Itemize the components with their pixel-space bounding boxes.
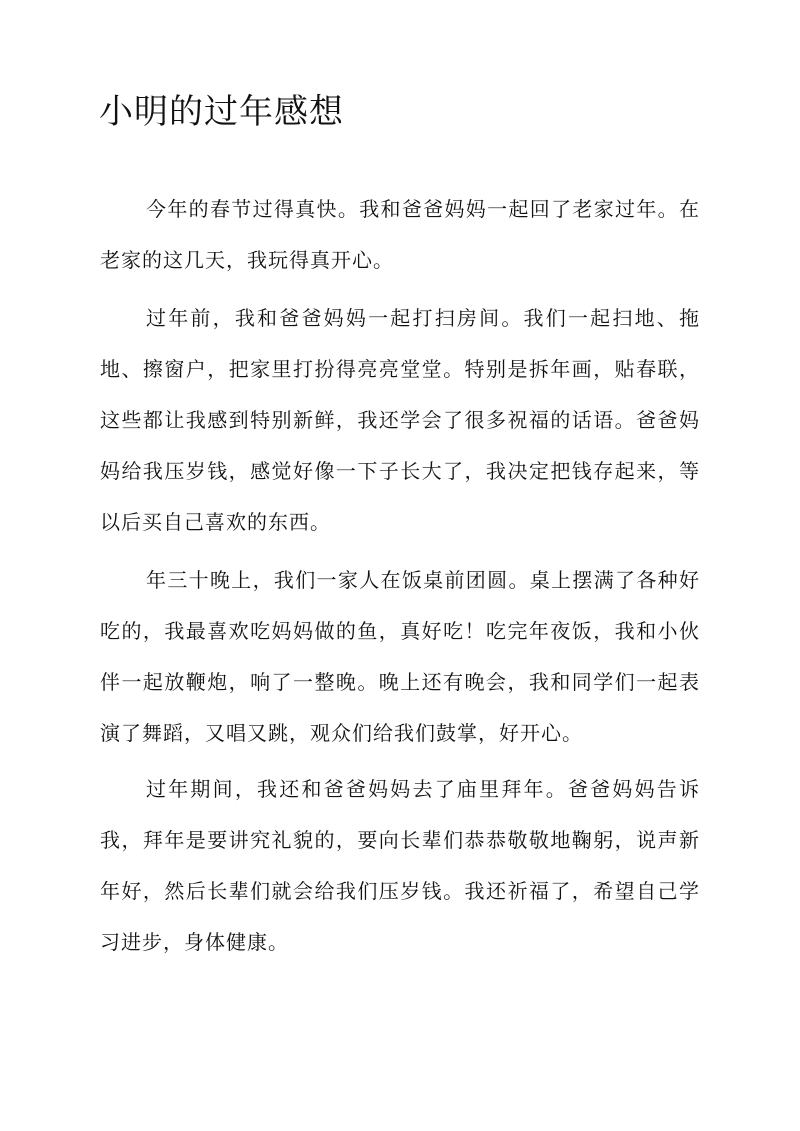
paragraph-4: 过年期间，我还和爸爸妈妈去了庙里拜年。爸爸妈妈告诉我，拜年是要讲究礼貌的，要向长辈们恭恭敬敬地鞠躬，说声新年好，然后长辈们就会给我们压岁钱。我还祈福了，希望自己学习进步，身体健康。 [100, 777, 700, 954]
paragraph-2: 过年前，我和爸爸妈妈一起打扫房间。我们一起扫地、拖地、擦窗户，把家里打扮得亮亮堂堂。特别是拆年画，贴春联，这些都让我感到特别新鲜，我还学会了很多祝福的话语。爸爸妈妈给我压岁钱，感觉好像一下子长大了，我决定把钱存起来，等以后买自己喜欢的东西。 [100, 306, 700, 534]
paragraph-1: 今年的春节过得真快。我和爸爸妈妈一起回了老家过年。在老家的这几天，我玩得真开心。 [100, 197, 700, 272]
document-title: 小明的过年感想 [99, 92, 344, 132]
paragraph-3: 年三十晚上，我们一家人在饭桌前团圆。桌上摆满了各种好吃的，我最喜欢吃妈妈做的鱼，真好吃！吃完年夜饭，我和小伙伴一起放鞭炮，响了一整晚。晚上还有晚会，我和同学们一起表演了舞蹈，又唱又跳，观众们给我们鼓掌，好开心。 [100, 568, 700, 745]
